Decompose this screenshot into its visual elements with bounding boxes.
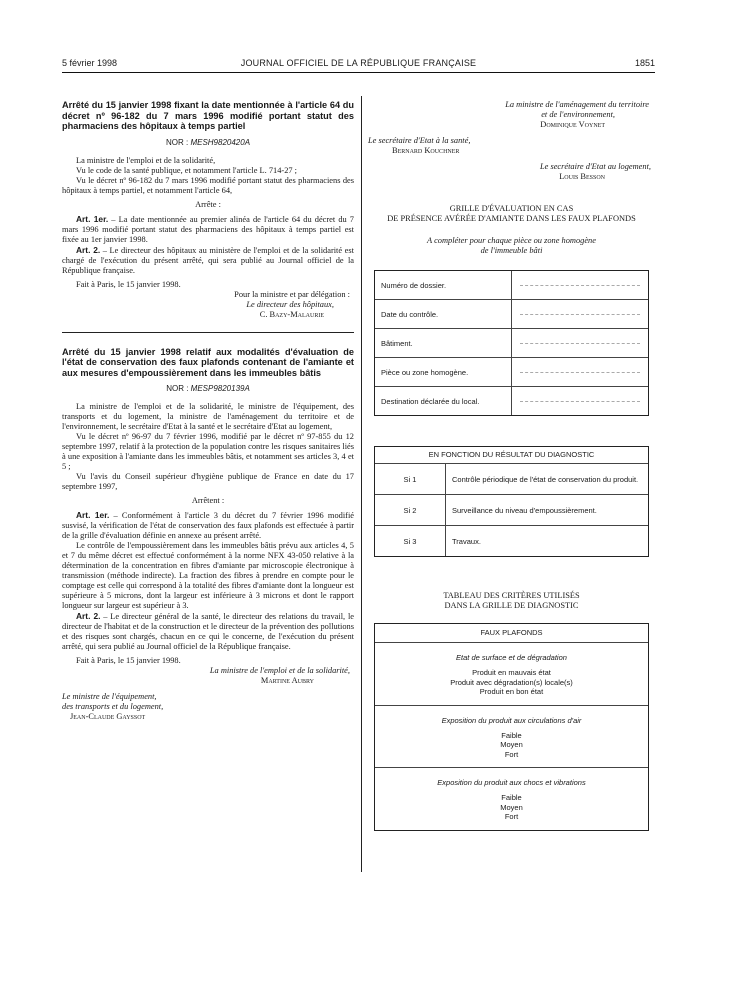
arrete1-p3: Vu le décret nº 96-182 du 7 mars 1996 modifié portant statut des pharmaciens des hôpitaux à temps partiel, et notamment l'article 64, — [62, 175, 354, 195]
arrete2-art2: Art. 2. – Le directeur général de la santé, le directeur des relations du travail, le directeur de l'habitat et de la construction et le directeur de la prévention des pollutions et des risques sont chargés, chacun en ce qui le concerne, de l'exécution du présent arrêté, qui sera publié au Journal officiel de la République française. — [62, 611, 354, 651]
left-column — [62, 100, 354, 722]
arrete2-art1: Art. 1er. – Conformément à l'article 3 du décret du 7 février 1996 modifié susvisé, la vérification de l'état de conservation des faux plafonds est effectuée à partir de la grille d'évaluation définie en annexe au présent arrêté. — [62, 510, 354, 540]
signature-role-voynet-b: et de l'environnement, — [541, 110, 615, 119]
signature-role-voynet-a: La ministre de l'aménagement du territoire — [505, 100, 649, 109]
result-action: Travaux. — [452, 536, 481, 546]
arrete1-delegation: Pour la ministre et par délégation : — [234, 289, 350, 299]
arrete1-delegation-role: Le directeur des hôpitaux, — [246, 299, 334, 309]
form-row — [375, 329, 648, 358]
form-value-field[interactable] — [512, 358, 648, 386]
header-page-number: 1851 — [634, 58, 655, 68]
form-label: Destination déclarée du local. — [375, 387, 512, 415]
grille-subtitle-a: A compléter pour chaque pièce ou zone homogène — [427, 236, 596, 245]
criteria-item: Produit en mauvais état — [472, 668, 551, 677]
signature-name-besson: Louis Besson — [559, 172, 605, 181]
form-value-field[interactable] — [512, 329, 648, 357]
arrete2-fait: Fait à Paris, le 15 janvier 1998. — [76, 656, 181, 665]
criteria-table-header: FAUX PLAFONDS — [375, 624, 648, 643]
right-column — [368, 100, 655, 831]
result-key: Si 1 — [375, 464, 446, 494]
arrete1-nor: NOR : MESH9820420A — [165, 137, 251, 147]
header-date: 5 février 1998 — [62, 58, 118, 68]
criteria-section-title: Exposition du produit aux chocs et vibrations — [437, 778, 586, 787]
result-action: Contrôle périodique de l'état de conservation du produit. — [452, 474, 639, 484]
result-action: Surveillance du niveau d'empoussièrement. — [452, 505, 597, 515]
arrete1-delegation-name: C. Bazy-Malaurie — [259, 309, 324, 319]
form-value-field[interactable] — [512, 271, 648, 299]
page-header — [62, 58, 655, 73]
tableau-title-a: TABLEAU DES CRITÈRES UTILISÉS — [443, 591, 580, 600]
criteria-section — [375, 768, 648, 830]
form-label: Bâtiment. — [375, 329, 512, 357]
result-table-header: EN FONCTION DU RÉSULTAT DU DIAGNOSTIC — [375, 447, 648, 464]
arrete2-title: Arrêté du 15 janvier 1998 relatif aux modalités d'évaluation de l'état de conservation des faux plafonds contenant de l'amiante et aux mesures d'empoussièrement dans les immeubles bâtis — [62, 346, 354, 378]
arrete1-fait: Fait à Paris, le 15 janvier 1998. — [76, 279, 181, 289]
arrete1-art1: Art. 1er. – La date mentionnée au premier alinéa de l'article 64 du décret du 7 mars 1996 modifié portant statut des pharmaciens des hôpitaux à temps partiel est fixée au 1er janvier 1998. — [62, 213, 354, 244]
form-row — [375, 271, 648, 300]
arrete1-arrete: Arrête : — [195, 199, 221, 209]
grille-subtitle-b: de l'immeuble bâti — [480, 246, 543, 255]
arrete1-p2: Vu le code de la santé publique, et notamment l'article L. 714-27 ; — [76, 165, 298, 175]
criteria-item: Moyen — [500, 740, 523, 749]
section-separator — [62, 332, 354, 333]
result-row — [375, 464, 648, 495]
criteria-section — [375, 643, 648, 706]
form-value-field[interactable] — [512, 387, 648, 415]
criteria-table — [374, 623, 649, 831]
arrete2-nor: NOR : MESP9820139A — [166, 384, 250, 393]
criteria-item: Faible — [501, 730, 522, 740]
result-table — [374, 446, 649, 557]
arrete2-arretent: Arrêtent : — [191, 496, 225, 505]
identification-form — [374, 270, 649, 416]
column-divider — [361, 96, 362, 872]
criteria-item: Fort — [504, 749, 519, 759]
result-key: Si 2 — [375, 495, 446, 525]
form-label: Date du contrôle. — [375, 300, 512, 328]
criteria-section-title: Etat de surface et de dégradation — [456, 653, 567, 662]
result-key: Si 3 — [375, 526, 446, 556]
arrete2-p3: Vu l'avis du Conseil supérieur d'hygiène publique de France en date du 17 septembre 1997, — [62, 472, 354, 491]
form-row — [375, 387, 648, 415]
criteria-item: Produit avec dégradation(s) locale(s) — [450, 677, 573, 687]
arrete2-art1-p2: Le contrôle de l'empoussièrement dans les immeubles bâtis prévu aux articles 4, 5 et 7 du même décret est effectué conformément à la norme NFX 43-050 relative à la détermination de la concentration en fibres d'amiante par microscopie électronique à transmission (méthode indirecte). La fraction des fibres à prendre en compte pour le comptage est celle qui correspond à la totalité des fibres d'amiante dont la longueur est supérieure à 5 microns, dont la largeur est inférieure à 3 microns et dont le rapport longueur sur largeur est supérieur à 3. — [62, 541, 354, 610]
grille-title-b: DE PRÉSENCE AVÉRÉE D'AMIANTE DANS LES FAUX PLAFONDS — [387, 214, 636, 223]
criteria-section-title: Exposition du produit aux circulations d'air — [441, 715, 582, 725]
signature-name-voynet: Dominique Voynet — [540, 120, 605, 129]
form-label: Pièce ou zone homogène. — [375, 358, 512, 386]
signature-role-gayssot-a: Le ministre de l'équipement, — [62, 692, 157, 701]
signature-role-besson: Le secrétaire d'Etat au logement, — [539, 162, 651, 171]
signature-role-aubry: La ministre de l'emploi et de la solidarité, — [209, 666, 350, 675]
criteria-item: Produit en bon état — [479, 687, 544, 696]
arrete1-title: Arrêté du 15 janvier 1998 fixant la date mentionnée à l'article 64 du décret nº 96-182 du 7 mars 1996 modifié portant statut des pharmaciens des hôpitaux à temps partiel — [62, 100, 354, 131]
criteria-item: Moyen — [500, 802, 523, 812]
form-row — [375, 300, 648, 329]
form-value-field[interactable] — [512, 300, 648, 328]
signature-name-aubry: Martine Aubry — [260, 676, 314, 685]
result-row — [375, 526, 648, 556]
arrete1-art2: Art. 2. – Le directeur des hôpitaux au ministère de l'emploi et de la solidarité est chargé de l'exécution du présent arrêté, qui sera publié au Journal officiel de la République française. — [62, 244, 354, 275]
header-journal-title: JOURNAL OFFICIEL DE LA RÉPUBLIQUE FRANÇAISE — [240, 58, 477, 68]
tableau-title-b: DANS LA GRILLE DE DIAGNOSTIC — [444, 601, 579, 610]
signature-name-kouchner: Bernard Kouchner — [392, 146, 460, 155]
arrete2-p1: La ministre de l'emploi et de la solidarité, le ministre de l'équipement, des transports et du logement, la ministre de l'aménagement du territoire et de l'environnement, le secrétaire d'Etat à la santé et le secrétaire d'Etat au logement, — [62, 402, 354, 431]
criteria-section — [375, 706, 648, 769]
arrete1-p1: La ministre de l'emploi et de la solidarité, — [76, 155, 216, 165]
arrete2-p2: Vu le décret nº 96-97 du 7 février 1996, modifié par le décret nº 97-855 du 12 septembre 1997, relatif à la protection de la population contre les risques sanitaires liés à une exposition à l'amiante dans les immeubles bâtis, et notamment ses articles 3, 4 et 5 ; — [62, 432, 354, 471]
criteria-item: Faible — [501, 793, 522, 802]
signature-role-gayssot-b: des transports et du logement, — [62, 702, 164, 711]
form-label: Numéro de dossier. — [375, 271, 512, 299]
grille-title-a: GRILLE D'ÉVALUATION EN CAS — [449, 204, 574, 213]
form-row — [375, 358, 648, 387]
signature-role-kouchner: Le secrétaire d'Etat à la santé, — [368, 136, 471, 145]
result-row — [375, 495, 648, 526]
criteria-item: Fort — [504, 812, 519, 821]
signature-name-gayssot: Jean-Claude Gayssot — [70, 712, 146, 721]
